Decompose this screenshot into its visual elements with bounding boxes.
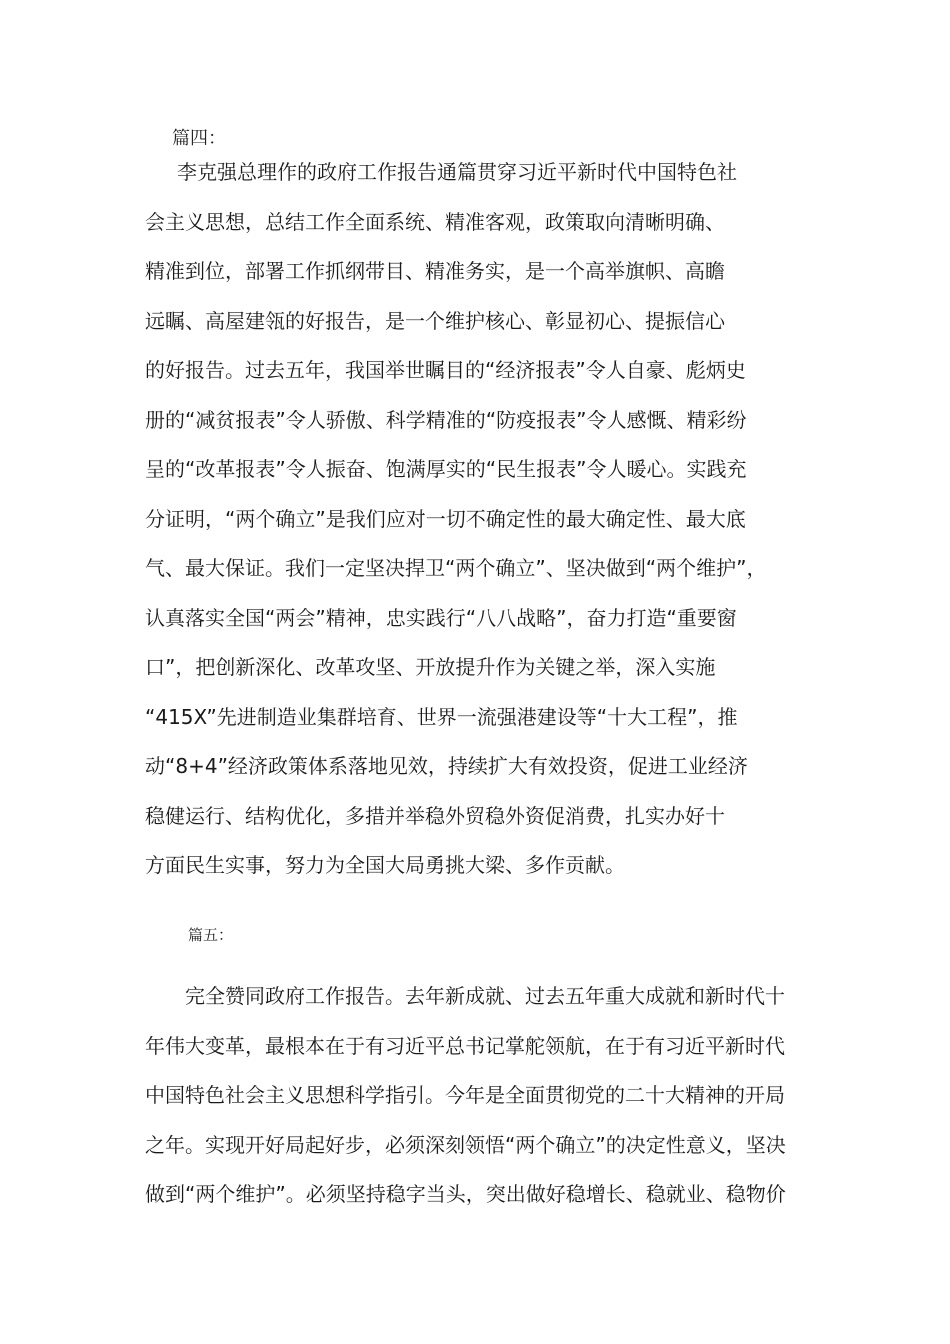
paragraph-line: 之年。实现开好局起好步，必须深刻领悟“两个确立”的决定性意义，坚决 (145, 1132, 786, 1157)
paragraph-line: 认真落实全国“两会”精神，忠实践行“八八战略”，奋力打造“重要窗 (145, 605, 737, 630)
paragraph-line: 方面民生实事，努力为全国大局勇挑大梁、多作贡献。 (145, 853, 625, 877)
paragraph-line: 口”，把创新深化、改革攻坚、开放提升作为关键之举，深入实施 (145, 655, 716, 679)
paragraph-line: 呈的“改革报表”令人振奋、饱满厚实的“民生报表”令人暖心。实践充 (145, 457, 747, 481)
paragraph-line: 中国特色社会主义思想科学指引。今年是全面贯彻党的二十大精神的开局 (145, 1083, 785, 1107)
paragraph-line: 精准到位，部署工作抓纲带目、精准务实，是一个高举旗帜、高瞻 (145, 259, 725, 283)
paragraph-line: 册的“减贫报表”令人骄傲、科学精准的“防疫报表”令人感慨、精彩纷 (145, 407, 747, 432)
section-4-paragraph (145, 148, 805, 891)
paragraph-line: 远瞩、高屋建瓴的好报告，是一个维护核心、彰显初心、提振信心 (145, 308, 725, 333)
paragraph-line: 动“8+4”经济政策体系落地见效，持续扩大有效投资，促进工业经济 (145, 754, 748, 778)
section-5-heading: 篇五： (188, 926, 234, 944)
section-4-heading: 篇四： (172, 128, 226, 149)
paragraph-line: 年伟大变革，最根本在于有习近平总书记掌舵领航，在于有习近平新时代 (145, 1033, 785, 1058)
paragraph-line: 会主义思想，总结工作全面系统、精准客观，政策取向清晰明确、 (145, 209, 725, 234)
paragraph-line: 分证明，“两个确立”是我们应对一切不确定性的最大确定性、最大底 (145, 506, 746, 531)
paragraph-line: 李克强总理作的政府工作报告通篇贯穿习近平新时代中国特色社 (177, 160, 737, 184)
paragraph-line: 做到“两个维护”。必须坚持稳字当头，突出做好稳增长、稳就业、稳物价 (145, 1182, 786, 1206)
paragraph-line: 稳健运行、结构优化，多措并举稳外贸稳外资促消费，扎实办好十 (145, 803, 725, 828)
section-5-paragraph (145, 972, 805, 1220)
paragraph-line: 的好报告。过去五年，我国举世瞩目的“经济报表”令人自豪、彪炳史 (145, 358, 746, 382)
paragraph-line: 气、最大保证。我们一定坚决捍卫“两个确立”、坚决做到“两个维护”， (145, 556, 767, 580)
paragraph-line: 完全赞同政府工作报告。去年新成就、过去五年重大成就和新时代十 (185, 984, 785, 1008)
paragraph-line: “415X”先进制造业集群培育、世界一流强港建设等“十大工程”，推 (145, 704, 738, 729)
